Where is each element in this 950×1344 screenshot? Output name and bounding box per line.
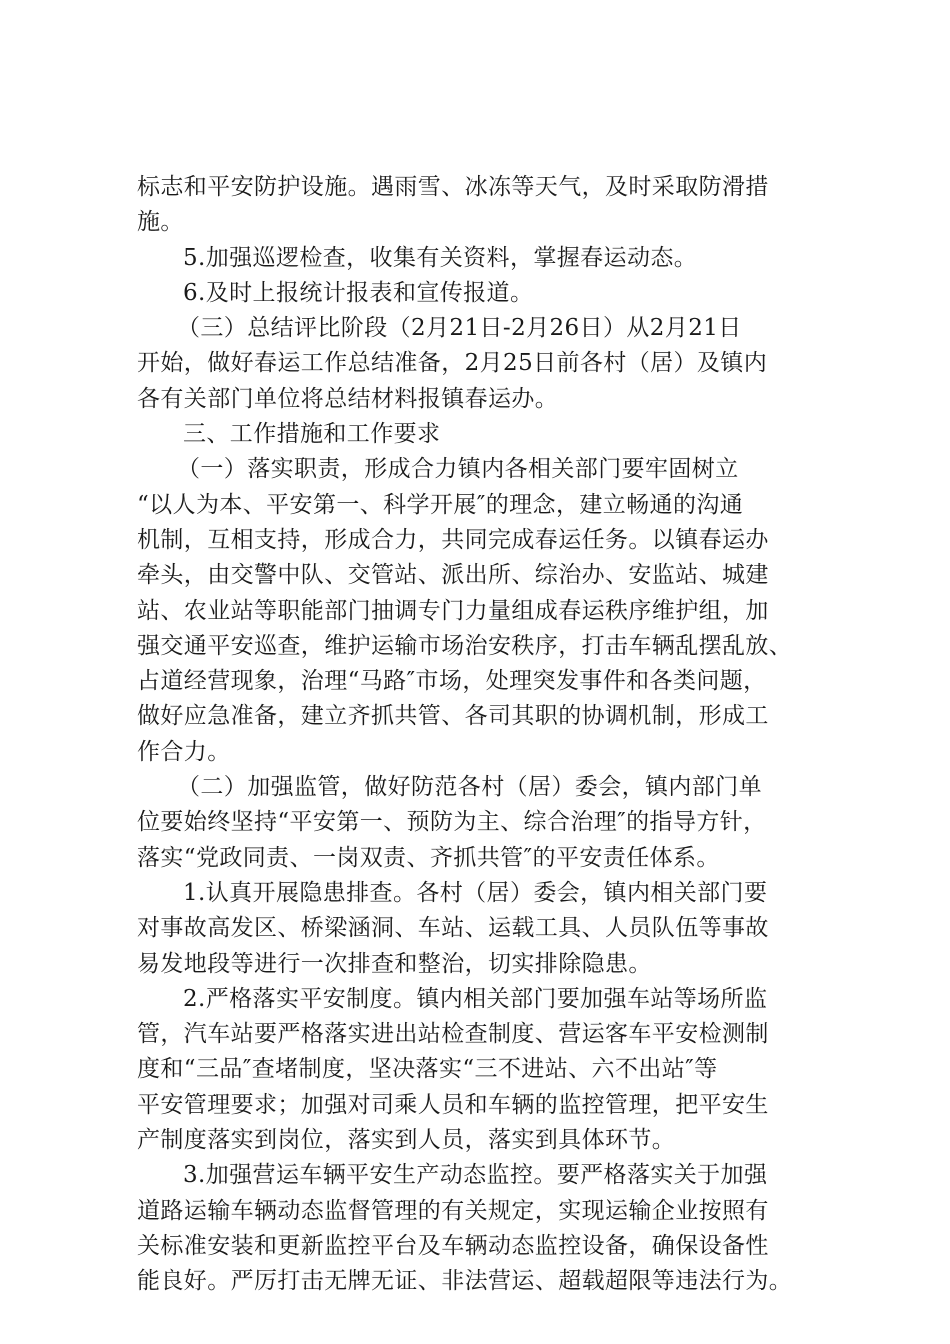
text-line: 度和“三品″查堵制度，坚决落实“三不进站、六不出站″等	[137, 1056, 718, 1083]
document-body	[137, 170, 837, 1300]
text-line: 道路运输车辆动态监督管理的有关规定，实现运输企业按照有	[137, 1197, 769, 1224]
text-line: 管，汽车站要严格落实进出站检查制度、营运客车平安检测制	[137, 1021, 769, 1048]
text-line: 关标准安装和更新监控平台及车辆动态监控设备，确保设备性	[137, 1232, 769, 1259]
text-line: 产制度落实到岗位，落实到人员，落实到具体环节。	[137, 1127, 676, 1154]
text-line: 机制，互相支持，形成合力，共同完成春运任务。以镇春运办	[137, 526, 769, 553]
text-line: 标志和平安防护设施。遇雨雪、冰冻等天气，及时采取防滑措	[137, 174, 769, 200]
section-heading: （一）落实职责，形成合力镇内各相关部门要牢固树立	[177, 456, 739, 483]
text-line: “以人为本、平安第一、科学开展″的理念，建立畅通的沟通	[137, 491, 744, 518]
section-heading: 三、工作措施和工作要求	[183, 421, 441, 448]
text-line: 2.严格落实平安制度。镇内相关部门要加强车站等场所监	[183, 985, 768, 1012]
text-line: 做好应急准备，建立齐抓共管、各司其职的协调机制，形成工	[137, 703, 769, 730]
text-line: 易发地段等进行一次排查和整治，切实排除隐患。	[137, 950, 652, 977]
section-heading: （三）总结评比阶段（2月21日-2月26日）从2月21日	[177, 315, 742, 342]
text-line: 施。	[137, 209, 184, 236]
text-line: 平安管理要求；加强对司乘人员和车辆的监控管理，把平安生	[137, 1091, 769, 1118]
section-heading: （二）加强监管，做好防范各村（居）委会，镇内部门单	[177, 774, 762, 801]
text-line: 强交通平安巡查，维护运输市场治安秩序，打击车辆乱摆乱放、	[137, 632, 793, 659]
text-line: 各有关部门单位将总结材料报镇春运办。	[137, 385, 559, 412]
text-line: 落实“党政同责、一岗双责、齐抓共管″的平安责任体系。	[137, 844, 720, 871]
text-line: 3.加强营运车辆平安生产动态监控。要严格落实关于加强	[183, 1162, 768, 1189]
text-line: 5.加强巡逻检查，收集有关资料，掌握春运动态。	[183, 244, 698, 271]
text-line: 6.及时上报统计报表和宣传报道。	[183, 279, 534, 306]
text-line: 站、农业站等职能部门抽调专门力量组成春运秩序维护组，加	[137, 597, 769, 624]
text-line: 占道经营现象，治理“马路″市场，处理突发事件和各类问题，	[137, 668, 767, 695]
text-line: 开始，做好春运工作总结准备，2月25日前各村（居）及镇内	[137, 350, 768, 377]
text-line: 对事故高发区、桥梁涵洞、车站、运载工具、人员队伍等事故	[137, 915, 769, 942]
text-line: 位要始终坚持“平安第一、预防为主、综合治理″的指导方针，	[137, 809, 767, 836]
text-line: 作合力。	[137, 738, 231, 765]
text-line: 能良好。严厉打击无牌无证、非法营运、超载超限等违法行为。	[137, 1268, 793, 1295]
text-line: 牵头，由交警中队、交管站、派出所、综治办、安监站、城建	[137, 562, 769, 589]
text-line: 1.认真开展隐患排查。各村（居）委会，镇内相关部门要	[183, 879, 768, 906]
